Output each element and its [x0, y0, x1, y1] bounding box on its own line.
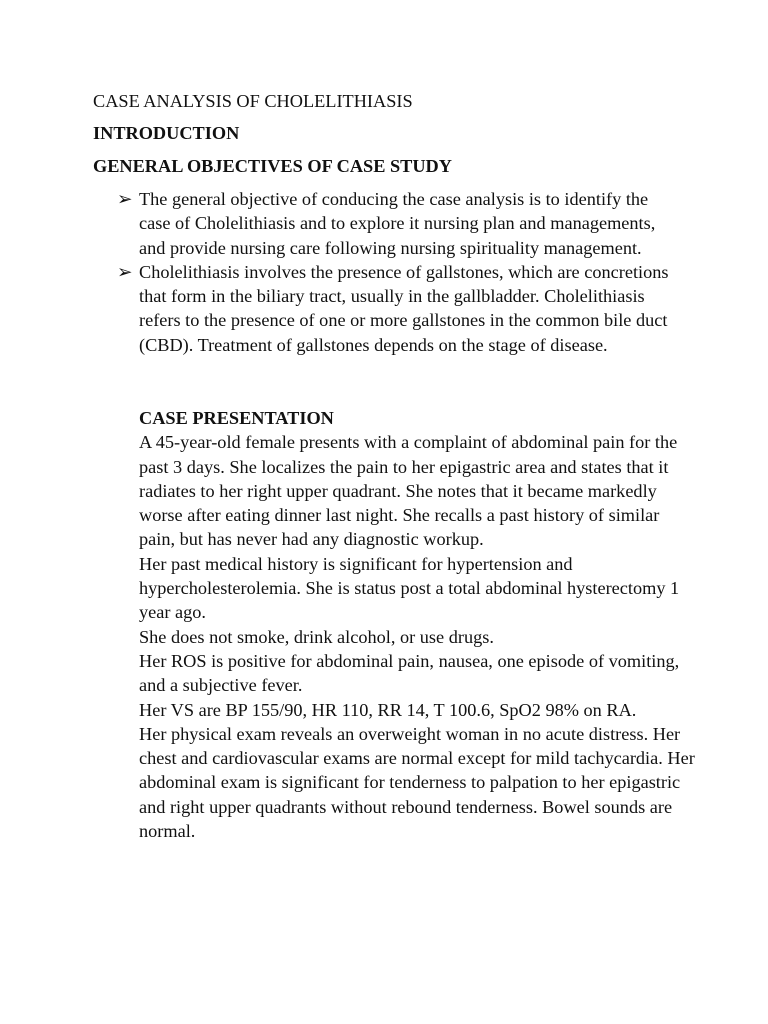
- bullet-text: Cholelithiasis involves the presence of gallstones, which are concretions that form in the biliary tract, usually in the gallbladder. Cholelithiasis refers to the presence of one or more gallstones in the common bile duct (CBD). Treatment of gallstones depends on the stage of disease.: [139, 261, 669, 355]
- case-paragraph: Her VS are BP 155/90, HR 110, RR 14, T 100.6, SpO2 98% on RA.: [139, 699, 637, 720]
- case-paragraph: A 45-year-old female presents with a complaint of abdominal pain for the past 3 days. She localizes the pain to her epigastric area and states that it radiates to her right upper quadrant. She notes that it became markedly worse after eating dinner last night. She recalls a past history of similar pain, but has never had any diagnostic workup.: [139, 432, 678, 550]
- case-paragraph: Her past medical history is significant for hypertension and hypercholesterolemia. She is status post a total abdominal hysterectomy 1 year ago.: [139, 553, 680, 623]
- objectives-heading: GENERAL OBJECTIVES OF CASE STUDY: [93, 156, 452, 176]
- introduction-heading: INTRODUCTION: [93, 123, 240, 143]
- bullet-text: The general objective of conducing the case analysis is to identify the case of Cholelithiasis and to explore it nursing plan and managements, and provide nursing care following nursing spirituality management.: [139, 189, 656, 258]
- case-presentation-heading: CASE PRESENTATION: [139, 408, 334, 428]
- case-presentation-section: [139, 406, 695, 843]
- bullet-item: [117, 187, 677, 260]
- bullet-item: [117, 260, 677, 357]
- case-paragraph: Her ROS is positive for abdominal pain, nausea, one episode of vomiting, and a subjective fever.: [139, 650, 680, 696]
- document-title: CASE ANALYSIS OF CHOLELITHIASIS: [93, 91, 413, 111]
- arrow-bullet-icon: ➢: [117, 189, 133, 209]
- case-paragraph: She does not smoke, drink alcohol, or use drugs.: [139, 626, 494, 647]
- objectives-bullet-list: [117, 187, 677, 357]
- case-paragraph: Her physical exam reveals an overweight woman in no acute distress. Her chest and cardiovascular exams are normal except for mild tachycardia. Her abdominal exam is significant for tenderness to palpation to her epigastric and right upper quadrants without rebound tenderness. Bowel sounds are normal.: [139, 723, 695, 842]
- arrow-bullet-icon: ➢: [117, 261, 133, 282]
